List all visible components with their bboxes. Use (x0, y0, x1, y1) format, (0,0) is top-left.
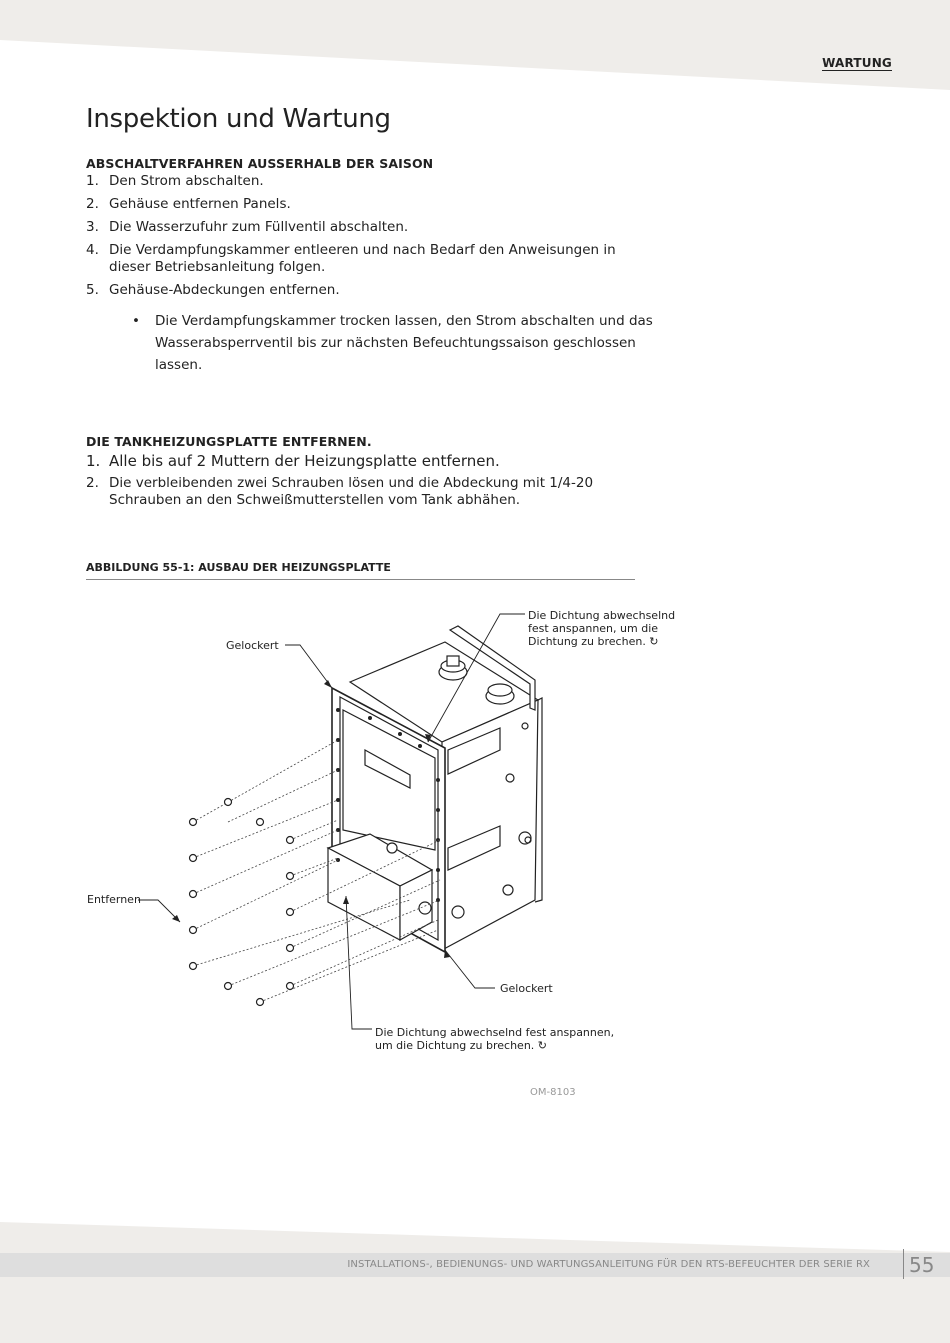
label-remove: Entfernen (87, 893, 141, 906)
page-number: 55 (909, 1253, 935, 1277)
footer-manual-title: INSTALLATIONS-, BEDIENUNGS- UND WARTUNGSANLEITUNG FÜR DEN RTS-BEFEUCHTER DER SERIE RX (347, 1259, 870, 1270)
label-gasket-top-line1: Die Dichtung abwechselnd (528, 609, 676, 622)
list-item: 1. Alle bis auf 2 Muttern der Heizungsplatte entfernen. (86, 452, 500, 470)
label-loosened-top: Gelockert (226, 639, 279, 652)
list-item: 3. Die Wasserzufuhr zum Füllventil abschalten. (86, 219, 409, 235)
bullet-note: • Die Verdampfungskammer trocken lassen, den Strom abschalten und das Wasserabsperrventil bis zur nächsten Befeuchtungssaison geschlossen lassen. (132, 310, 675, 376)
label-gasket-bottom-line1: Die Dichtung abwechselnd fest anspannen, (375, 1026, 615, 1039)
list-item: 2. Die verbleibenden zwei Schrauben lösen und die Abdeckung mit 1/4-20 Schrauben an den Schweißmutterstellen vom Tank abhähen. (86, 475, 594, 508)
label-gasket-bottom-line2: um die Dichtung zu brechen. ↻ (375, 1039, 548, 1052)
label-gasket-top-line2: fest anspannen, um die (528, 622, 659, 635)
list-item: 4. Die Verdampfungskammer entleeren und nach Bedarf den Anweisungen in dieser Betriebsanleitung folgen. (86, 242, 616, 275)
section-heading-shutdown: ABSCHALTVERFAHREN AUSSERHALB DER SAISON (86, 156, 434, 171)
label-loosened-bottom: Gelockert (500, 982, 553, 995)
section-heading-heater-plate: DIE TANKHEIZUNGSPLATTE ENTFERNEN. (86, 434, 372, 449)
list-item: 2. Gehäuse entfernen Panels. (86, 196, 291, 212)
bullet-dot: • (132, 313, 140, 329)
heater-plate-steps (86, 452, 646, 515)
figure-caption: ABBILDUNG 55-1: AUSBAU DER HEIZUNGSPLATTE (86, 561, 635, 580)
figure-code: OM-8103 (530, 1087, 576, 1098)
list-item: 5. Gehäuse-Abdeckungen entfernen. (86, 282, 340, 298)
footer-divider (903, 1249, 904, 1279)
page-title: Inspektion und Wartung (86, 104, 391, 134)
section-tag: WARTUNG (822, 56, 892, 70)
label-gasket-top-line3: Dichtung zu brechen. ↻ (528, 635, 659, 648)
heater-plate-illustration (80, 600, 640, 1060)
list-item: 1. Den Strom abschalten. (86, 173, 264, 189)
shutdown-steps (86, 173, 646, 305)
